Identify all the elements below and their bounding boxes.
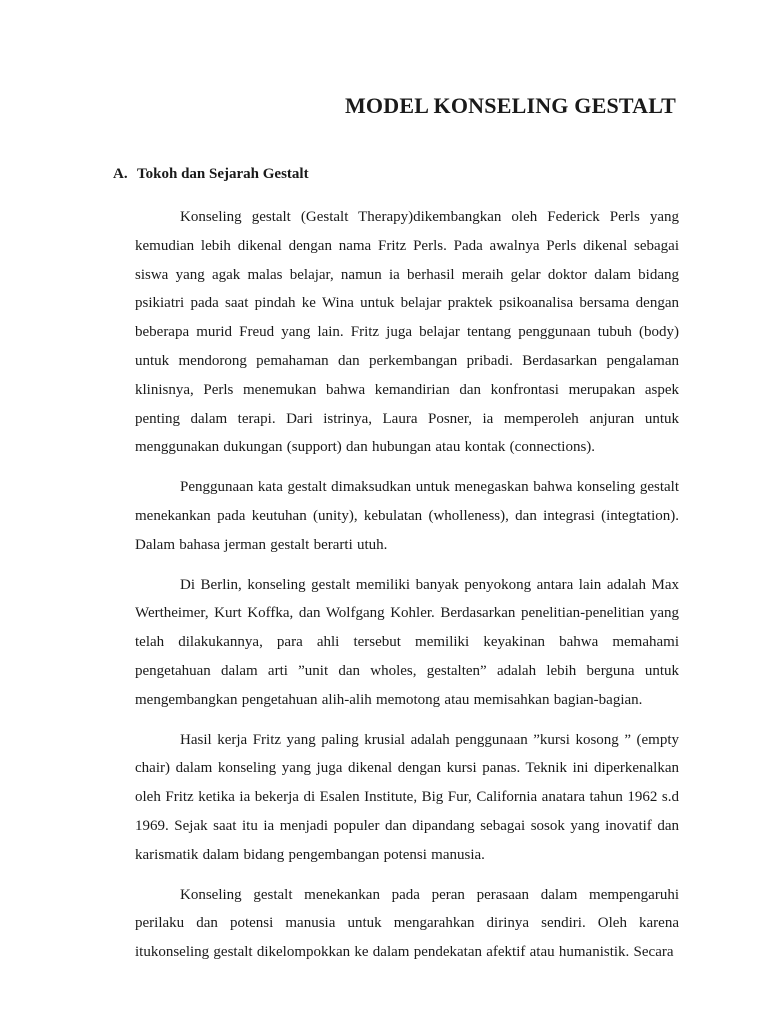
- document-title: MODEL KONSELING GESTALT: [344, 93, 676, 118]
- section-heading: [113, 166, 309, 183]
- paragraph-2: Penggunaan kata gestalt dimaksudkan untuk menegaskan bahwa konseling gestalt menekankan pada keutuhan (unity), kebulatan (wholleness), dan integrasi (integtation). Dalam bahasa jerman gestalt berarti utuh.: [135, 479, 679, 553]
- paragraph-4: Hasil kerja Fritz yang paling krusial adalah penggunaan ”kursi kosong ” (empty chair) dalam konseling yang juga dikenal dengan kursi panas. Teknik ini diperkenalkan oleh Fritz ketika ia bekerja di Esalen Institute, Big Fur, California anatara tahun 1962 s.d 1969. Sejak saat itu ia menjadi populer dan dipandang sebagai sosok yang inovatif dan karismatik dalam bidang pengembangan potensi manusia.: [135, 731, 679, 863]
- section-marker: A.: [113, 166, 128, 182]
- paragraph-3: Di Berlin, konseling gestalt memiliki banyak penyokong antara lain adalah Max Wertheimer, Kurt Koffka, dan Wolfgang Kohler. Berdasarkan penelitian-penelitian yang telah dilakukannya, para ahli tersebut memiliki keyakinan bahwa memahami pengetahuan dalam arti ”unit dan wholes, gestalten” adalah lebih berguna untuk mengembangkan pengetahuan alih-alih memotong atau memisahkan bagian-bagian.: [135, 576, 679, 708]
- paragraph-5: Konseling gestalt menekankan pada peran perasaan dalam mempengaruhi perilaku dan potensi manusia untuk mengarahkan dirinya sendiri. Oleh karena itukonseling gestalt dikelompokkan ke dalam pendekatan afektif atau humanistik. Secara: [135, 886, 679, 961]
- body-text: [135, 203, 679, 967]
- paragraph-1: Konseling gestalt (Gestalt Therapy)dikembangkan oleh Federick Perls yang kemudian lebih dikenal dengan nama Fritz Perls. Pada awalnya Perls dikenal sebagai siswa yang agak malas belajar, namun ia berhasil meraih gelar doktor dalam bidang psikiatri pada saat pindah ke Wina untuk belajar praktek psikoanalisa bersama dengan beberapa murid Freud yang lain. Fritz juga belajar tentang penggunaan tubuh (body) untuk mendorong pemahaman dan perkembangan pribadi. Berdasarkan pengalaman klinisnya, Perls menemukan bahwa kemandirian dan konfrontasi merupakan aspek penting dalam terapi. Dari istrinya, Laura Posner, ia memperoleh anjuran untuk menggunakan dukungan (support) dan hubungan atau kontak (connections).: [135, 209, 679, 456]
- section-heading-text: Tokoh dan Sejarah Gestalt: [137, 166, 309, 182]
